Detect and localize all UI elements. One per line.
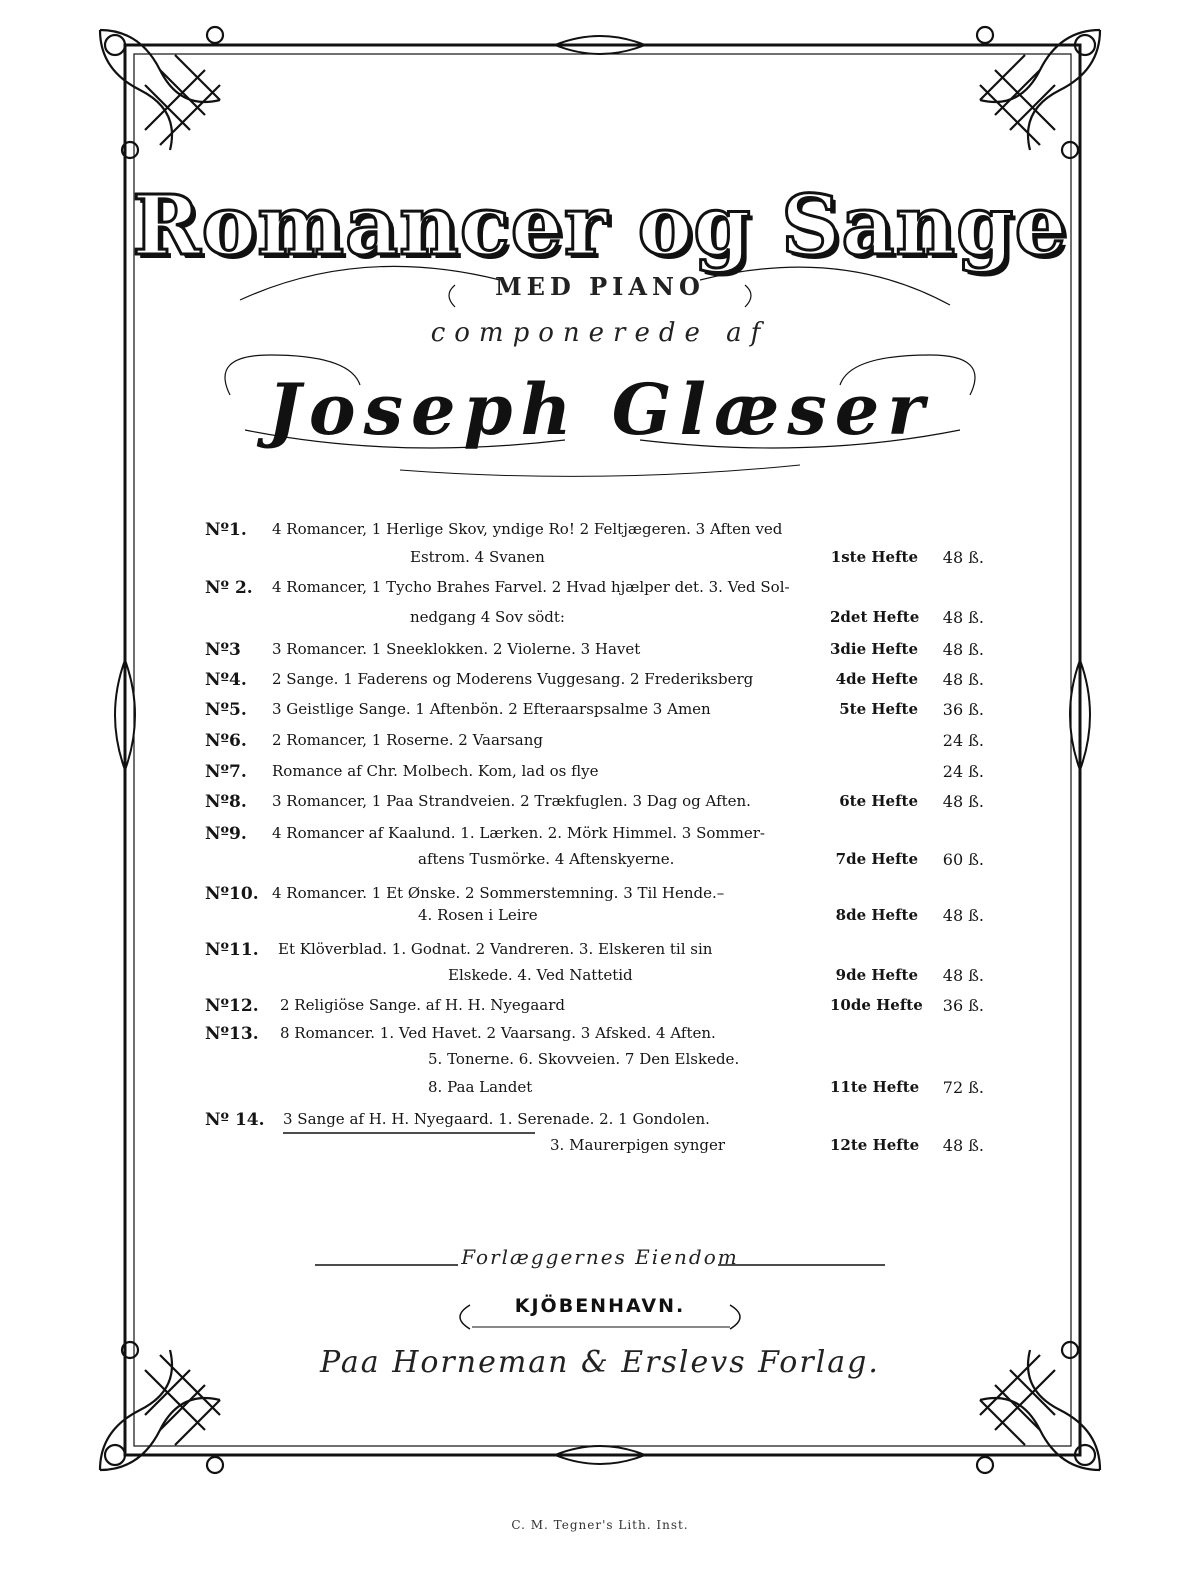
entry-line-1: 4 Romancer, 1 Tycho Brahes Farvel. 2 Hvad hjælper det. 3. Ved Sol- xyxy=(272,578,790,596)
catalog-entry-14 xyxy=(0,1110,1200,1160)
entry-line-1: 3 Romancer. 1 Sneeklokken. 2 Violerne. 3 Havet xyxy=(272,640,641,658)
entry-line-1: 4 Romancer. 1 Et Ønske. 2 Sommerstemning. 3 Til Hende.– xyxy=(272,884,725,902)
composer-name: Joseph Glæser xyxy=(267,368,933,451)
entry-price: 60 ß. xyxy=(942,850,984,869)
entry-number: Nº12. xyxy=(205,996,259,1016)
entry-line-1: Et Klöverblad. 1. Godnat. 2 Vandreren. 3. Elskeren til sin xyxy=(278,940,713,958)
entry-line-3: 8. Paa Landet xyxy=(428,1078,533,1096)
entry-price: 72 ß. xyxy=(942,1078,984,1097)
entry-line-2: aftens Tusmörke. 4 Aftenskyerne. xyxy=(418,850,675,868)
entry-heft: 9de Hefte xyxy=(835,966,918,984)
catalog-entry-6 xyxy=(0,731,1200,755)
entry-price: 48 ß. xyxy=(942,966,984,985)
entry-line-1: 3 Geistlige Sange. 1 Aftenbön. 2 Efteraarspsalme 3 Amen xyxy=(272,700,711,718)
entry-price: 48 ß. xyxy=(942,608,984,627)
publisher-name: Paa Horneman & Erslevs Forlag. xyxy=(320,1345,880,1380)
catalog-entry-12 xyxy=(0,996,1200,1020)
entry-heft: 3die Hefte xyxy=(830,640,919,658)
entry-price: 48 ß. xyxy=(942,906,984,925)
entry-line-1: 4 Romancer, 1 Herlige Skov, yndige Ro! 2 Feltjægeren. 3 Aften ved xyxy=(272,520,783,538)
catalog-entry-10 xyxy=(0,884,1200,934)
entry-price: 48 ß. xyxy=(942,792,984,811)
printer-credit: C. M. Tegner's Lith. Inst. xyxy=(511,1518,689,1532)
entry-heft: 5te Hefte xyxy=(839,700,918,718)
entry-line-2: Elskede. 4. Ved Nattetid xyxy=(448,966,633,984)
entry-line-1: 2 Religiöse Sange. af H. H. Nyegaard xyxy=(280,996,565,1014)
entry-price: 48 ß. xyxy=(942,640,984,659)
entry-line-1: 3 Sange af H. H. Nyegaard. 1. Serenade. 2. 1 Gondolen. xyxy=(283,1110,710,1128)
entry-price: 24 ß. xyxy=(942,731,984,750)
entry-number: Nº6. xyxy=(205,731,247,751)
entry-heft: 10de Hefte xyxy=(830,996,923,1014)
entry-line-2: Estrom. 4 Svanen xyxy=(410,548,545,566)
catalog-entry-11 xyxy=(0,940,1200,990)
entry-line-1: 8 Romancer. 1. Ved Havet. 2 Vaarsang. 3 Afsked. 4 Aften. xyxy=(280,1024,716,1042)
catalog-entry-7 xyxy=(0,762,1200,786)
entry-price: 48 ß. xyxy=(942,548,984,567)
entry-number: Nº5. xyxy=(205,700,247,720)
entry-line-1: 2 Sange. 1 Faderens og Moderens Vuggesang. 2 Frederiksberg xyxy=(272,670,754,688)
entry-number: Nº4. xyxy=(205,670,247,690)
entry-heft: 12te Hefte xyxy=(830,1136,920,1154)
catalog-entry-4 xyxy=(0,670,1200,694)
entry-line-2: 3. Maurerpigen synger xyxy=(550,1136,726,1154)
entry-line-2: nedgang 4 Sov södt: xyxy=(410,608,565,626)
catalog-entry-13 xyxy=(0,1024,1200,1104)
entry-line-1: Romance af Chr. Molbech. Kom, lad os flye xyxy=(272,762,599,780)
entry-heft: 2det Hefte xyxy=(830,608,920,626)
entry-line-2: 5. Tonerne. 6. Skovveien. 7 Den Elskede. xyxy=(428,1050,740,1068)
entry-heft: 6te Hefte xyxy=(839,792,918,810)
catalog-entry-5 xyxy=(0,700,1200,724)
entry-line-2: 4. Rosen i Leire xyxy=(418,906,538,924)
entry-price: 24 ß. xyxy=(942,762,984,781)
catalog-entry-9 xyxy=(0,824,1200,874)
entry-line-1: 4 Romancer af Kaalund. 1. Lærken. 2. Mörk Himmel. 3 Sommer- xyxy=(272,824,765,842)
entry-heft: 11te Hefte xyxy=(830,1078,920,1096)
entry-number: Nº13. xyxy=(205,1024,259,1044)
entry-price: 36 ß. xyxy=(942,700,984,719)
entry-number: Nº 2. xyxy=(205,578,253,598)
entry-heft: 4de Hefte xyxy=(835,670,918,688)
catalog-entry-3 xyxy=(0,640,1200,664)
entry-heft: 8de Hefte xyxy=(835,906,918,924)
publisher-rights-note: Forlæggernes Eiendom xyxy=(461,1245,739,1269)
entry-number: Nº9. xyxy=(205,824,247,844)
entry-number: Nº 14. xyxy=(205,1110,265,1130)
entry-line-1: 2 Romancer, 1 Roserne. 2 Vaarsang xyxy=(272,731,543,749)
entry-line-1: 3 Romancer, 1 Paa Strandveien. 2 Trækfuglen. 3 Dag og Aften. xyxy=(272,792,751,810)
catalog-entry-2 xyxy=(0,578,1200,628)
entry-number: Nº7. xyxy=(205,762,247,782)
entry-number: Nº8. xyxy=(205,792,247,812)
page-title: Romancer og Sange xyxy=(132,178,1068,274)
catalog-entry-1 xyxy=(0,520,1200,570)
entry-heft: 1ste Hefte xyxy=(830,548,918,566)
city-name: KJÖBENHAVN. xyxy=(514,1295,686,1317)
entry-price: 48 ß. xyxy=(942,670,984,689)
catalog-entry-8 xyxy=(0,792,1200,816)
entry-number: Nº1. xyxy=(205,520,247,540)
entry-number: Nº3 xyxy=(205,640,241,660)
entry-number: Nº11. xyxy=(205,940,259,960)
subtitle: MED PIANO xyxy=(495,272,705,301)
entry-price: 36 ß. xyxy=(942,996,984,1015)
composed-by-text: componerede af xyxy=(430,318,770,348)
entry-heft: 7de Hefte xyxy=(835,850,918,868)
entry-number: Nº10. xyxy=(205,884,259,904)
entry-price: 48 ß. xyxy=(942,1136,984,1155)
